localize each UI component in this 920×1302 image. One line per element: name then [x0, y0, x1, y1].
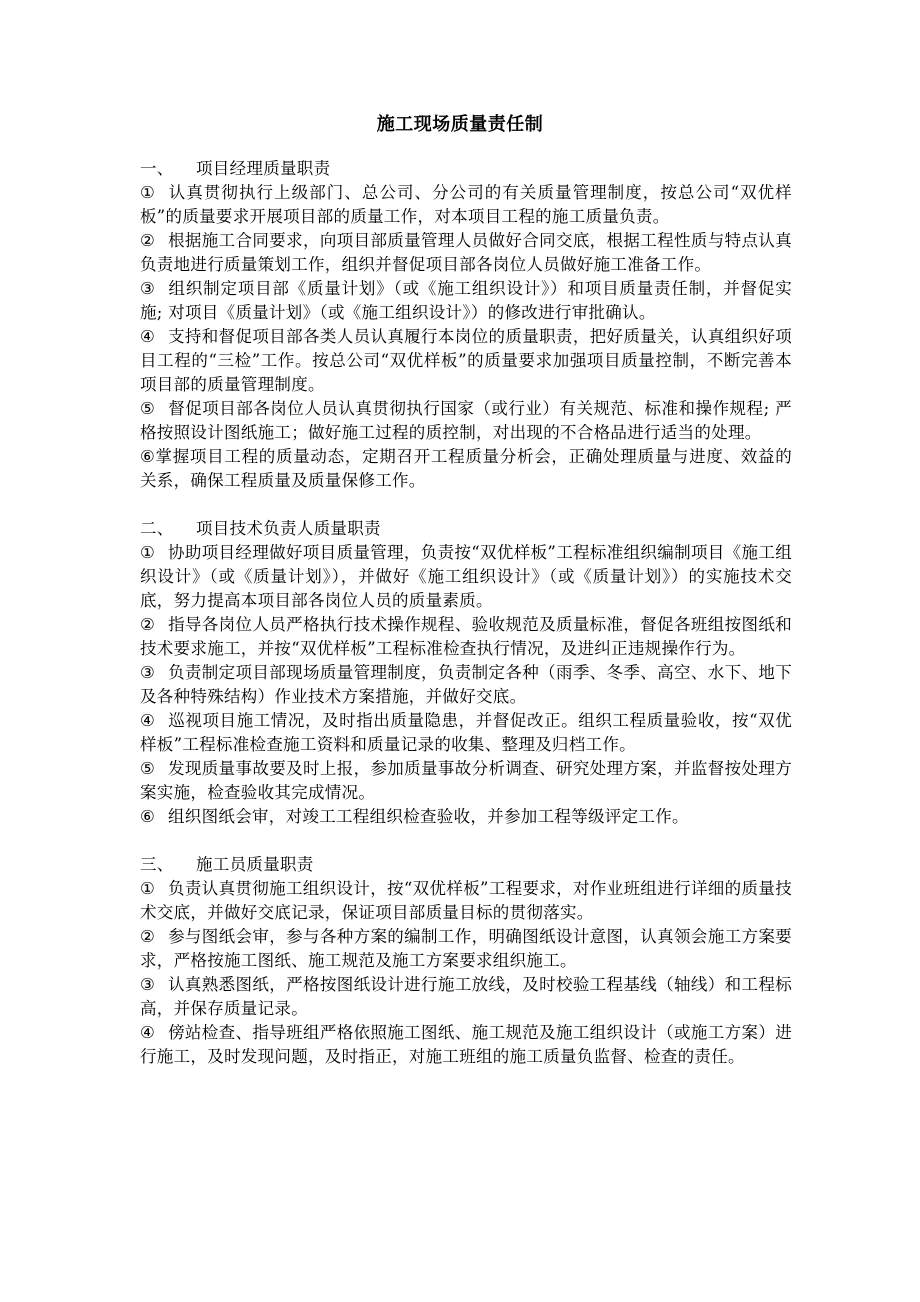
list-item — [140, 445, 792, 493]
item-marker: ① — [140, 879, 156, 898]
item-marker: ⑤ — [140, 399, 156, 418]
item-text: 认真熟悉图纸，严格按图纸设计进行施工放线，及时校验工程基线（轴线）和工程标高，并保存质量记录。 — [140, 975, 792, 1018]
item-text: 组织图纸会审，对竣工工程组织检查验收，并参加工程等级评定工作。 — [168, 807, 689, 826]
list-item — [140, 805, 792, 829]
item-marker: ③ — [140, 663, 156, 682]
section-1 — [140, 157, 792, 493]
document-body — [140, 157, 792, 1093]
item-text: 发现质量事故要及时上报，参加质量事故分析调查、研究处理方案，并监督按处理方案实施，检查验收其完成情况。 — [140, 759, 792, 802]
list-item — [140, 661, 792, 709]
list-item — [140, 757, 792, 805]
item-marker: ⑥ — [140, 447, 156, 466]
item-marker: ② — [140, 231, 156, 250]
section-3 — [140, 853, 792, 1069]
list-item — [140, 277, 792, 325]
item-marker: ② — [140, 927, 156, 946]
list-item — [140, 1021, 792, 1069]
item-text: 根据施工合同要求，向项目部质量管理人员做好合同交底，根据工程性质与特点认真负责地进行质量策划工作，组织并督促项目部各岗位人员做好施工准备工作。 — [140, 231, 792, 274]
list-item — [140, 541, 792, 613]
list-item — [140, 613, 792, 661]
list-item — [140, 325, 792, 397]
list-item — [140, 229, 792, 277]
list-item — [140, 877, 792, 925]
item-marker: ④ — [140, 1023, 156, 1042]
item-text: 傍站检查、指导班组严格依照施工图纸、施工规范及施工组织设计（或施工方案）进行施工，及时发现问题，及时指正，对施工班组的施工质量负监督、检查的责任。 — [140, 1023, 792, 1066]
item-marker: ⑥ — [140, 807, 156, 826]
item-text: 掌握项目工程的质量动态，定期召开工程质量分析会，正确处理质量与进度、效益的关系，确保工程质量及质量保修工作。 — [140, 447, 792, 490]
item-marker: ① — [140, 543, 156, 562]
item-text: 负责认真贯彻施工组织设计，按“双优样板”工程要求，对作业班组进行详细的质量技术交底，并做好交底记录，保证项目部质量目标的贯彻落实。 — [140, 879, 792, 922]
item-text: 支持和督促项目部各类人员认真履行本岗位的质量职责，把好质量关，认真组织好项目工程的“三检”工作。按总公司“双优样板”的质量要求加强项目质量控制，不断完善本项目部的质量管理制度。 — [140, 327, 792, 394]
list-item — [140, 925, 792, 973]
item-text: 巡视项目施工情况，及时指出质量隐患，并督促改正。组织工程质量验收，按“双优样板”工程标准检查施工资料和质量记录的收集、整理及归档工作。 — [140, 711, 792, 754]
item-text: 负责制定项目部现场质量管理制度，负责制定各种（雨季、冬季、高空、水下、地下及各种特殊结构）作业技术方案措施，并做好交底。 — [140, 663, 792, 706]
list-item — [140, 397, 792, 445]
item-marker: ① — [140, 183, 156, 202]
item-text: 参与图纸会审，参与各种方案的编制工作，明确图纸设计意图，认真领会施工方案要求，严格按施工图纸、施工规范及施工方案要求组织施工。 — [140, 927, 792, 970]
list-item — [140, 973, 792, 1021]
section-heading-text: 项目经理质量职责 — [196, 159, 331, 178]
section-heading-text: 项目技术负责人质量职责 — [196, 519, 381, 538]
section-heading — [140, 517, 792, 541]
item-marker: ② — [140, 615, 156, 634]
item-marker: ③ — [140, 975, 156, 994]
document-title: 施工现场质量责任制 — [376, 114, 544, 135]
item-text: 督促项目部各岗位人员认真贯彻执行国家（或行业）有关规范、标准和操作规程; 严格按照设计图纸施工；做好施工过程的质控制，对出现的不合格品进行适当的处理。 — [140, 399, 792, 442]
item-text: 认真贯彻执行上级部门、总公司、分公司的有关质量管理制度，按总公司“双优样板”的质量要求开展项目部的质量工作，对本项目工程的施工质量负责。 — [140, 183, 792, 226]
item-text: 协助项目经理做好项目质量管理，负责按“双优样板”工程标准组织编制项目《施工组织设计》（或《质量计划》），并做好《施工组织设计》（或《质量计划》）的实施技术交底，努力提高本项目部各岗位人员的质量素质。 — [140, 543, 792, 610]
list-item — [140, 181, 792, 229]
item-text: 组织制定项目部《质量计划》（或《施工组织设计》）和项目质量责任制，并督促实施; 对项目《质量计划》（或《施工组织设计》）的修改进行审批确认。 — [140, 279, 792, 322]
item-marker: ④ — [140, 327, 156, 346]
section-number: 一、 — [140, 159, 174, 178]
item-marker: ④ — [140, 711, 156, 730]
section-heading-text: 施工员质量职责 — [196, 855, 314, 874]
section-number: 三、 — [140, 855, 174, 874]
section-heading — [140, 157, 792, 181]
section-number: 二、 — [140, 519, 174, 538]
item-marker: ③ — [140, 279, 156, 298]
section-heading — [140, 853, 792, 877]
section-2 — [140, 517, 792, 829]
item-text: 指导各岗位人员严格执行技术操作规程、验收规范及质量标准，督促各班组按图纸和技术要求施工，并按“双优样板”工程标准检查执行情况，及进纠正违规操作行为。 — [140, 615, 792, 658]
list-item — [140, 709, 792, 757]
item-marker: ⑤ — [140, 759, 156, 778]
